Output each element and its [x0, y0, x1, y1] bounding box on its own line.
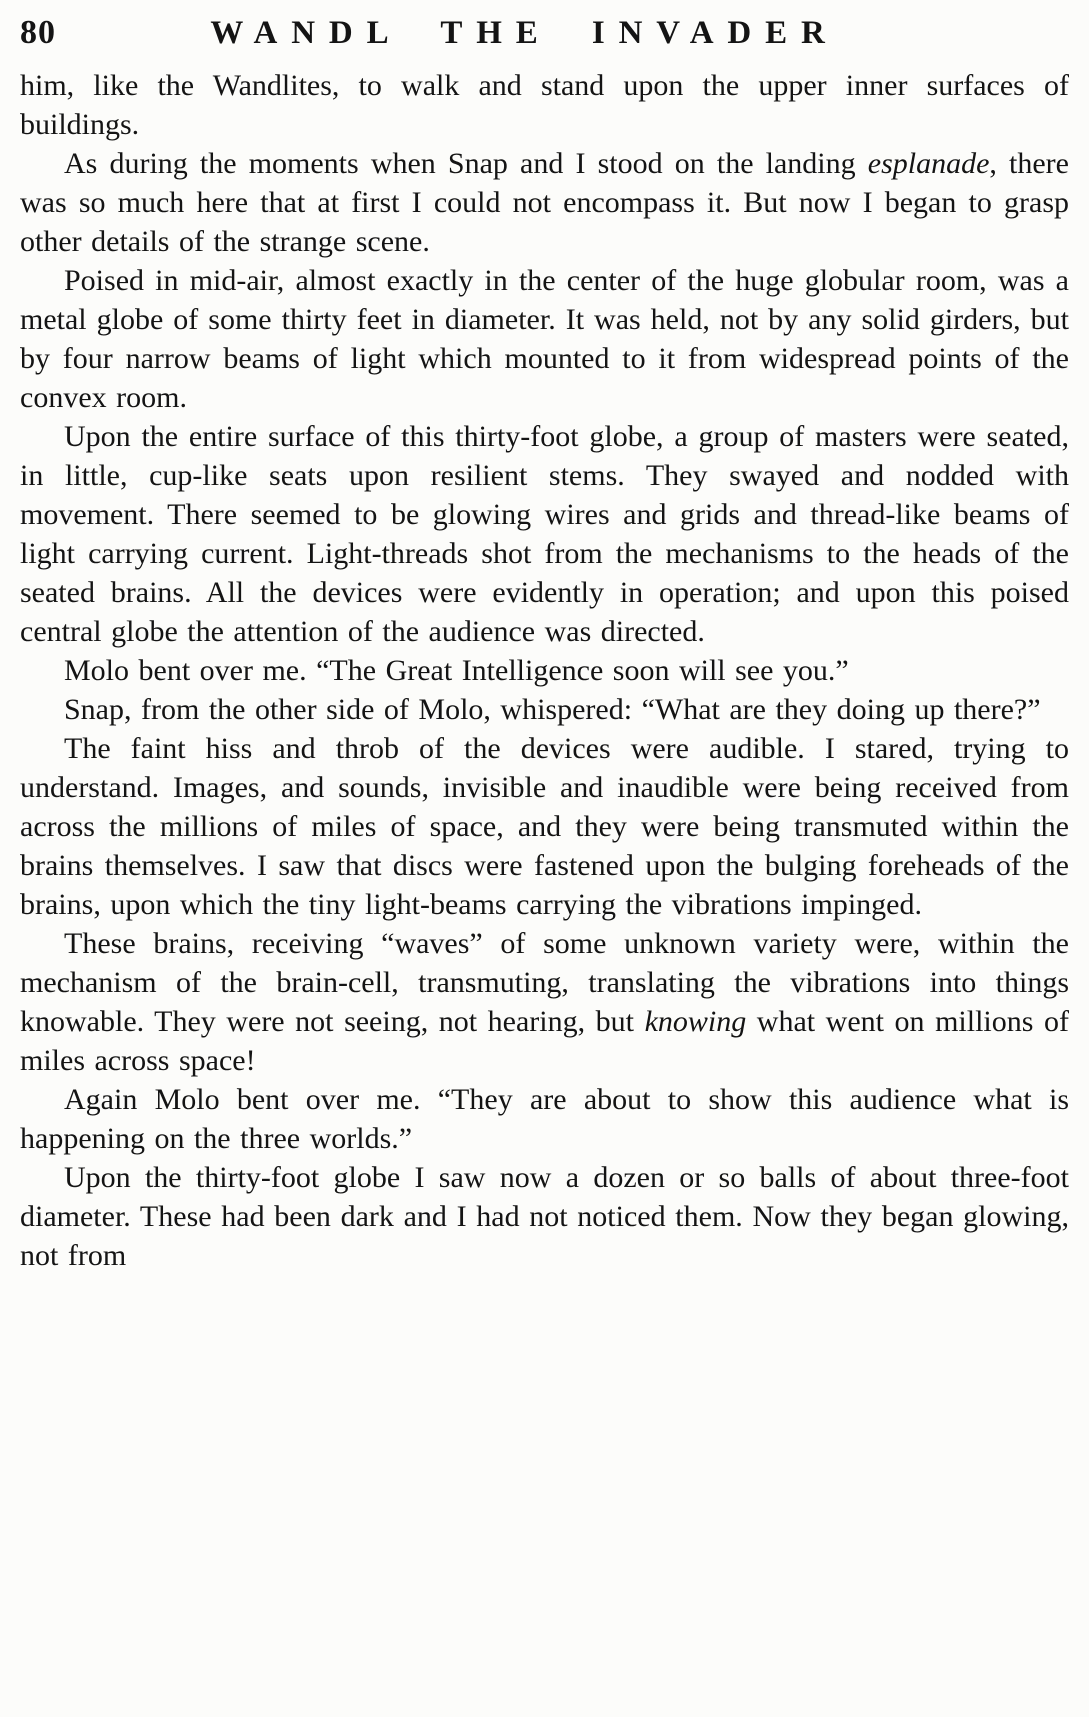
text-segment: Snap, from the other side of Molo, whispered: “What are they doing up there?”	[64, 693, 1041, 726]
paragraph	[20, 66, 1069, 144]
text-segment: Upon the thirty-foot globe I saw now a dozen or so balls of about three-foot diameter. These had been dark and I had not noticed them. Now they began glowing, not from	[20, 1161, 1069, 1272]
text-segment: , there was so much here that at first I could not encompass it. But now I began to grasp other details of the strange scene.	[20, 147, 1069, 258]
paragraph	[20, 417, 1069, 651]
paragraph	[20, 690, 1069, 729]
italic-text: knowing	[644, 1005, 747, 1038]
text-segment: Upon the entire surface of this thirty-foot globe, a group of masters were seated, in little, cup-like seats upon resilient stems. They swayed and nodded with movement. There seemed to be glowing wires and grids and thread-like beams of light carrying current. Light-threads shot from the mechanisms to the heads of the seated brains. All the devices were evidently in operation; and upon this poised central globe the attention of the audience was directed.	[20, 420, 1069, 648]
text-segment: what went on millions of miles across space!	[20, 1005, 1069, 1077]
paragraph	[20, 1158, 1069, 1275]
text-segment: As during the moments when Snap and I stood on the landing	[64, 147, 868, 180]
text-segment: Poised in mid-air, almost exactly in the center of the huge globular room, was a metal globe of some thirty feet in diameter. It was held, not by any solid girders, but by four narrow beams of light which mounted to it from widespread points of the convex room.	[20, 264, 1069, 414]
running-head	[20, 14, 1069, 52]
text-body	[20, 66, 1069, 1275]
text-segment: him, like the Wandlites, to walk and stand upon the upper inner surfaces of buildings.	[20, 69, 1069, 141]
text-segment: Molo bent over me. “The Great Intelligence soon will see you.”	[64, 654, 849, 687]
text-segment: These brains, receiving “waves” of some unknown variety were, within the mechanism of the brain-cell, transmuting, translating the vibrations into things knowable. They were not seeing, not hearing, but	[20, 927, 1069, 1038]
paragraph	[20, 924, 1069, 1080]
paragraph	[20, 1080, 1069, 1158]
page-number: 80	[20, 14, 56, 51]
paragraph	[20, 729, 1069, 924]
paragraph	[20, 144, 1069, 261]
italic-text: esplanade	[867, 147, 990, 180]
text-segment: The faint hiss and throb of the devices were audible. I stared, trying to understand. Images, and sounds, invisible and inaudible were being received from across the millions of miles of space, and they were being transmuted within the brains themselves. I saw that discs were fastened upon the bulging foreheads of the brains, upon which the tiny light-beams carrying the vibrations impinged.	[20, 732, 1069, 921]
paragraph	[20, 261, 1069, 417]
paragraph	[20, 651, 1069, 690]
text-segment: Again Molo bent over me. “They are about to show this audience what is happening on the three worlds.”	[20, 1083, 1069, 1155]
book-title: WANDL THE INVADER	[210, 15, 839, 51]
